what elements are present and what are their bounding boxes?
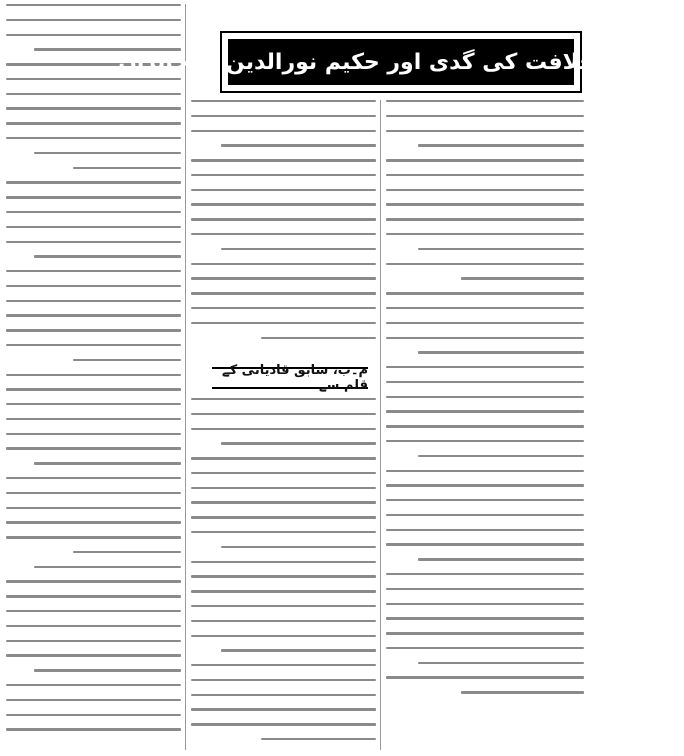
column-divider — [185, 4, 186, 750]
text-line — [386, 381, 584, 383]
text-line — [191, 292, 376, 294]
text-line — [6, 300, 181, 302]
text-line — [191, 664, 376, 666]
text-line — [6, 433, 181, 435]
text-line — [6, 477, 181, 479]
text-line — [191, 277, 376, 279]
text-line — [6, 595, 181, 597]
text-line — [386, 203, 584, 205]
text-line — [6, 684, 181, 686]
text-line — [386, 440, 584, 442]
text-line — [34, 152, 181, 154]
text-line — [386, 322, 584, 324]
text-line — [386, 617, 584, 619]
text-line — [6, 507, 181, 509]
text-line — [191, 189, 376, 191]
text-line — [221, 144, 376, 146]
text-line — [386, 115, 584, 117]
text-line — [461, 277, 584, 279]
column-divider — [380, 100, 381, 750]
text-line — [191, 605, 376, 607]
text-line — [386, 632, 584, 634]
text-line — [386, 425, 584, 427]
text-line — [386, 603, 584, 605]
text-line — [386, 647, 584, 649]
text-line — [191, 620, 376, 622]
text-line — [386, 499, 584, 501]
text-line — [6, 521, 181, 523]
text-line — [418, 558, 584, 560]
text-line — [386, 189, 584, 191]
text-line — [6, 241, 181, 243]
text-line — [6, 374, 181, 376]
text-line — [191, 413, 376, 415]
subheading-box — [212, 363, 368, 393]
article-subheading: م۔ب، سابق قادیانی کے قلم سے — [221, 363, 368, 393]
text-line — [386, 159, 584, 161]
text-line — [418, 662, 584, 664]
text-line — [6, 625, 181, 627]
text-column-middle-continued — [191, 398, 376, 750]
text-line — [386, 529, 584, 531]
text-column-left — [6, 4, 181, 750]
text-line — [191, 322, 376, 324]
text-line — [6, 714, 181, 716]
text-line — [6, 314, 181, 316]
text-line — [386, 292, 584, 294]
text-line — [6, 78, 181, 80]
text-line — [6, 270, 181, 272]
text-line — [191, 203, 376, 205]
text-line — [191, 723, 376, 725]
text-line — [386, 130, 584, 132]
headline-banner — [118, 31, 684, 93]
text-line — [6, 580, 181, 582]
text-line — [6, 285, 181, 287]
text-line — [191, 233, 376, 235]
text-line — [386, 676, 584, 678]
text-line — [386, 174, 584, 176]
text-line — [386, 588, 584, 590]
text-line — [6, 610, 181, 612]
text-line — [221, 649, 376, 651]
text-line — [386, 366, 584, 368]
text-line — [386, 573, 584, 575]
text-line — [386, 218, 584, 220]
text-line — [386, 263, 584, 265]
text-line — [191, 428, 376, 430]
text-column-right — [386, 100, 584, 750]
text-line — [191, 516, 376, 518]
text-line — [191, 590, 376, 592]
text-line — [6, 329, 181, 331]
text-line — [221, 248, 376, 250]
text-line — [73, 167, 182, 169]
text-line — [191, 218, 376, 220]
text-line — [34, 255, 181, 257]
text-line — [261, 738, 376, 740]
text-line — [6, 211, 181, 213]
text-line — [386, 337, 584, 339]
text-line — [386, 543, 584, 545]
text-line — [386, 470, 584, 472]
text-line — [191, 174, 376, 176]
text-line — [6, 137, 181, 139]
text-line — [34, 566, 181, 568]
text-line — [191, 694, 376, 696]
text-line — [191, 679, 376, 681]
text-line — [191, 501, 376, 503]
text-line — [191, 487, 376, 489]
text-line — [6, 344, 181, 346]
text-line — [191, 263, 376, 265]
text-line — [461, 691, 584, 693]
text-line — [6, 418, 181, 420]
text-line — [191, 159, 376, 161]
text-line — [191, 708, 376, 710]
text-line — [191, 575, 376, 577]
text-line — [73, 551, 182, 553]
text-line — [34, 462, 181, 464]
text-line — [191, 561, 376, 563]
text-line — [191, 457, 376, 459]
text-line — [191, 130, 376, 132]
text-line — [418, 455, 584, 457]
text-line — [386, 233, 584, 235]
text-line — [6, 447, 181, 449]
text-line — [6, 654, 181, 656]
text-line — [6, 640, 181, 642]
text-line — [418, 144, 584, 146]
text-line — [221, 442, 376, 444]
text-line — [191, 100, 376, 102]
text-line — [191, 398, 376, 400]
text-line — [6, 699, 181, 701]
text-line — [6, 492, 181, 494]
text-line — [6, 4, 181, 6]
text-line — [6, 226, 181, 228]
text-line — [34, 669, 181, 671]
text-line — [191, 531, 376, 533]
text-line — [6, 536, 181, 538]
text-line — [261, 337, 376, 339]
text-line — [6, 403, 181, 405]
text-line — [386, 100, 584, 102]
article-headline: قادیانی خلافت کی گدی اور حکیم نورالدین کا خاندان — [118, 49, 684, 75]
text-line — [6, 19, 181, 21]
text-line — [418, 248, 584, 250]
text-line — [191, 635, 376, 637]
text-line — [6, 181, 181, 183]
text-line — [73, 359, 182, 361]
text-line — [386, 514, 584, 516]
text-line — [386, 396, 584, 398]
text-line — [6, 34, 181, 36]
text-line — [418, 351, 584, 353]
text-line — [6, 122, 181, 124]
text-line — [6, 93, 181, 95]
text-line — [386, 307, 584, 309]
text-line — [191, 115, 376, 117]
text-line — [191, 472, 376, 474]
text-line — [221, 546, 376, 548]
text-line — [6, 196, 181, 198]
text-line — [6, 388, 181, 390]
text-line — [386, 484, 584, 486]
text-line — [6, 107, 181, 109]
text-line — [386, 410, 584, 412]
text-line — [191, 307, 376, 309]
text-line — [6, 728, 181, 730]
